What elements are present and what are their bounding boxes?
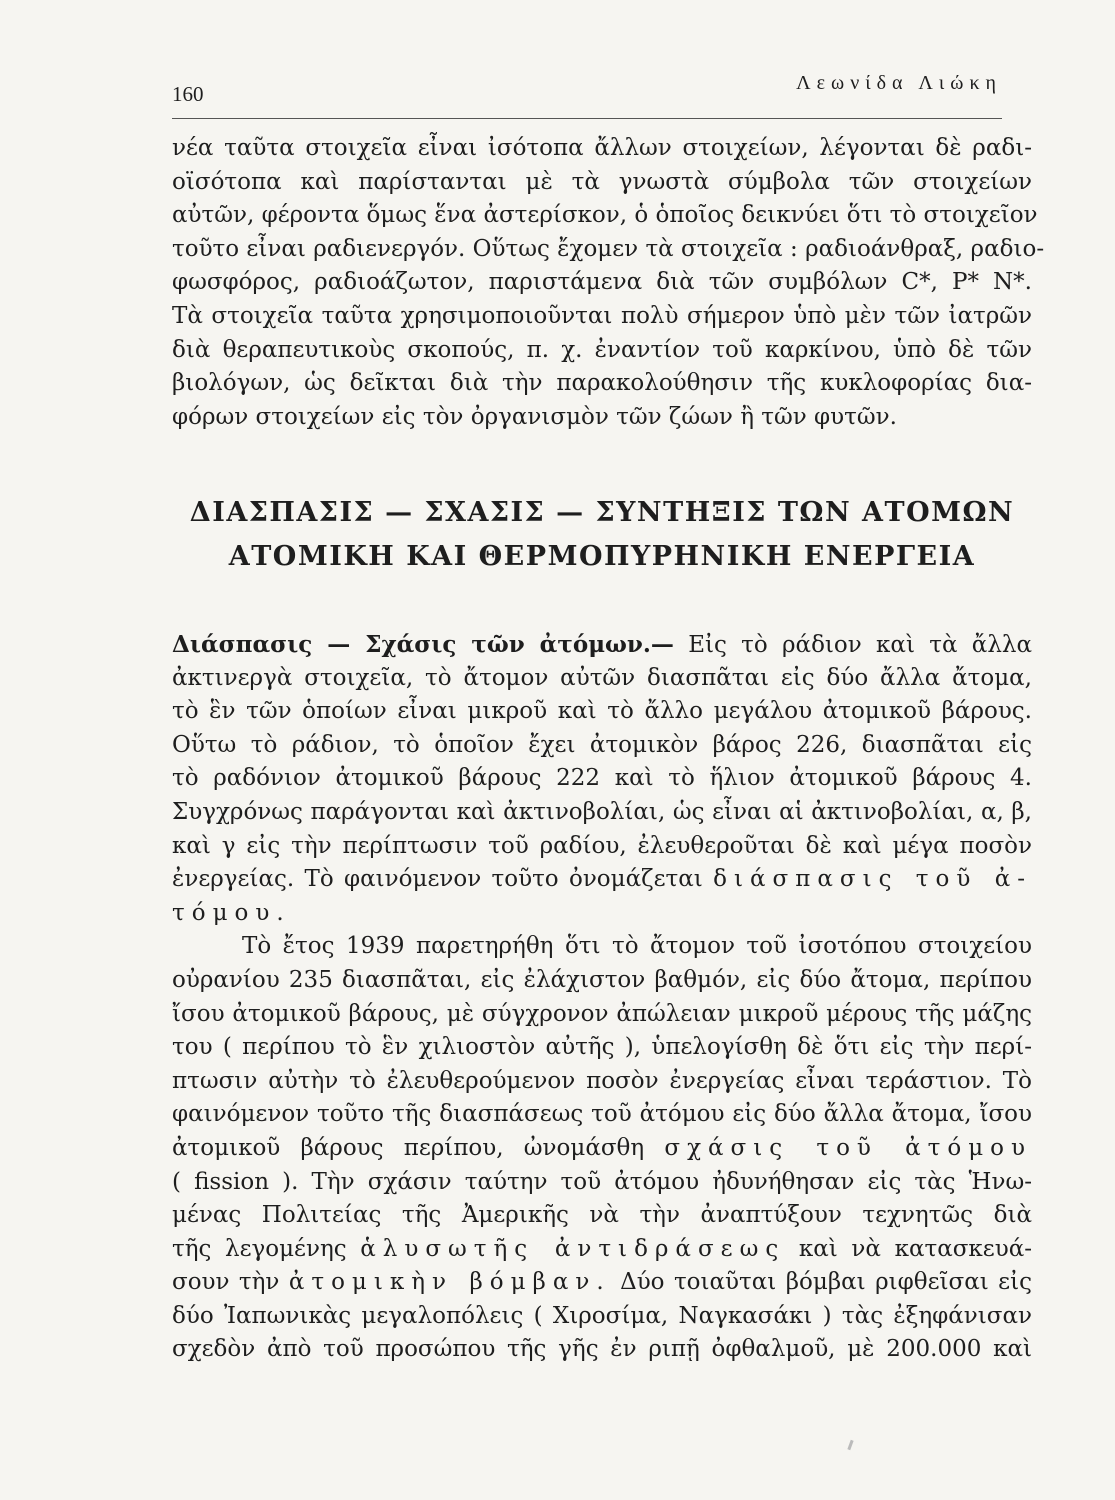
text-line: ἀκτινεργὰ στοιχεῖα, τὸ ἄτομον αὐτῶν διασπᾶται εἰς δύο ἄλλα ἄτομα, (172, 664, 1032, 691)
paper-speck (847, 1440, 853, 1450)
text-line: ἐνεργείας. Τὸ φαινόμενον τοῦτο ὀνομάζεται διάσπασις τοῦ ἀ- (172, 866, 1032, 893)
text-line: ( fission ). Τὴν σχάσιν ταύτην τοῦ ἀτόμου ἠδυνήθησαν εἰς τὰς Ἡνω- (172, 1168, 1032, 1195)
page-number: 160 (172, 82, 204, 106)
text-line: τὸ ραδόνιον ἀτομικοῦ βάρους 222 καὶ τὸ ἥλιον ἀτομικοῦ βάρους 4. (172, 765, 1032, 792)
subheading: Διάσπασις — Σχάσις τῶν ἀτόμων.— (172, 631, 674, 658)
text-line: φαινόμενον τοῦτο τῆς διασπάσεως τοῦ ἀτόμου εἰς δύο ἄλλα ἄτομα, ἴσου (172, 1101, 1032, 1128)
text-line: φόρων στοιχείων εἰς τὸν ὀργανισμὸν τῶν ζώων ἢ τῶν φυτῶν. (172, 403, 897, 430)
text-line: Τὰ στοιχεῖα ταῦτα χρησιμοποιοῦνται πολὺ σήμερον ὑπὸ μὲν τῶν ἰατρῶν (172, 302, 1032, 329)
text-line: οϊσότοπα καὶ παρίστανται μὲ τὰ γνωστὰ σύμβολα τῶν στοιχείων (172, 168, 1032, 195)
text-line: ἴσου ἀτομικοῦ βάρους, μὲ σύγχρονον ἀπώλειαν μικροῦ μέρους τῆς μάζης (172, 1000, 1032, 1027)
text-line: Συγχρόνως παράγονται καὶ ἀκτινοβολίαι, ὡς εἶναι αἱ ἀκτινοβολίαι, α, β, (172, 798, 1032, 825)
text-line: σουν τὴν ἀτομικὴν βόμβαν. Δύο τοιαῦται βόμβαι ριφθεῖσαι εἰς (172, 1269, 1032, 1296)
section-heading-line-2: ΑΤΟΜΙΚΗ ΚΑΙ ΘΕΡΜΟΠΥΡΗΝΙΚΗ ΕΝΕΡΓΕΙΑ (228, 541, 976, 572)
page-header (172, 68, 1002, 119)
spaced-term: ἁλυσωτῆς ἀντιδράσεως (360, 1235, 786, 1262)
text-line: τὸ ἓν τῶν ὁποίων εἶναι μικροῦ καὶ τὸ ἄλλο μεγάλου ἀτομικοῦ βάρους. (172, 698, 1032, 725)
text-line: Τὸ ἔτος 1939 παρετηρήθη ὅτι τὸ ἄτομον τοῦ ἰσοτόπου στοιχείου (242, 933, 1032, 960)
text-line: Οὕτω τὸ ράδιον, τὸ ὁποῖον ἔχει ἀτομικὸν βάρος 226, διασπᾶται εἰς (172, 731, 1032, 758)
text-line: ἀτομικοῦ βάρους περίπου, ὠνομάσθη σχάσις τοῦ ἀτόμου (172, 1134, 1033, 1161)
text-line: νέα ταῦτα στοιχεῖα εἶναι ἰσότοπα ἄλλων στοιχείων, λέγονται δὲ ραδι- (172, 135, 1032, 161)
text-line: οὐρανίου 235 διασπᾶται, εἰς ἐλάχιστον βαθμόν, εἰς δύο ἄτομα, περίπου (172, 966, 1032, 993)
text-line: Διάσπασις — Σχάσις τῶν ἀτόμων.— Εἰς τὸ ράδιον καὶ τὰ ἄλλα (172, 631, 1033, 658)
text-line: τοῦτο εἶναι ραδιενεργόν. Οὕτως ἔχομεν τὰ στοιχεῖα : ραδιοάνθραξ, ραδιο- (172, 235, 1045, 262)
spaced-term: σχάσις τοῦ ἀτόμου (664, 1134, 1033, 1161)
text-line: καὶ γ εἰς τὴν περίπτωσιν τοῦ ραδίου, ἐλευθεροῦται δὲ καὶ μέγα ποσὸν (172, 832, 1032, 859)
section-heading-line-1: ΔΙΑΣΠΑΣΙΣ — ΣΧΑΣΙΣ — ΣΥΝΤΗΞΙΣ ΤΩΝ ΑΤΟΜΩΝ (189, 497, 1015, 528)
text-line: πτωσιν αὐτὴν τὸ ἐλευθερούμενον ποσὸν ἐνεργείας εἶναι τεράστιον. Τὸ (172, 1067, 1032, 1094)
text-line: διὰ θεραπευτικοὺς σκοπούς, π. χ. ἐναντίον τοῦ καρκίνου, ὑπὸ δὲ τῶν (172, 336, 1032, 363)
spaced-term: διάσπασις τοῦ ἀ- (713, 866, 1032, 893)
text-line: φωσφόρος, ραδιοάζωτον, παριστάμενα διὰ τῶν συμβόλων C*, P* N*. (172, 269, 1032, 296)
spaced-term: ἀτομικὴν βόμβαν. (288, 1269, 611, 1296)
text-line: τῆς λεγομένης ἁλυσωτῆς ἀντιδράσεως καὶ νὰ κατασκευά- (172, 1235, 1033, 1262)
text-line: δύο Ἰαπωνικὰς μεγαλοπόλεις ( Χιροσίμα, Ναγκασάκι ) τὰς ἐξηφάνισαν (172, 1302, 1032, 1329)
paragraph-fission-text (172, 628, 1032, 1367)
text-line (172, 897, 1032, 931)
paragraph-radioisotopes (172, 132, 1045, 434)
text-line: βιολόγων, ὡς δεῖκται διὰ τὴν παρακολούθησιν τῆς κυκλοφορίας δια- (172, 370, 1032, 397)
text-line: μένας Πολιτείας τῆς Ἀμερικῆς νὰ τὴν ἀναπτύξουν τεχνητῶς διὰ (172, 1202, 1032, 1229)
spaced-term: τόμου. (172, 899, 291, 926)
text-line: αὐτῶν, φέροντα ὅμως ἕνα ἀστερίσκον, ὁ ὁποῖος δεικνύει ὅτι τὸ στοιχεῖον (172, 202, 1038, 229)
text-line: του ( περίπου τὸ ἓν χιλιοστὸν αὐτῆς ), ὑπελογίσθη δὲ ὅτι εἰς τὴν περί- (172, 1034, 1032, 1061)
running-head: Λεωνίδα Λιώκη (796, 72, 1002, 94)
text-line: σχεδὸν ἀπὸ τοῦ προσώπου τῆς γῆς ἐν ριπῇ ὀφθαλμοῦ, μὲ 200.000 καὶ (172, 1336, 1032, 1363)
